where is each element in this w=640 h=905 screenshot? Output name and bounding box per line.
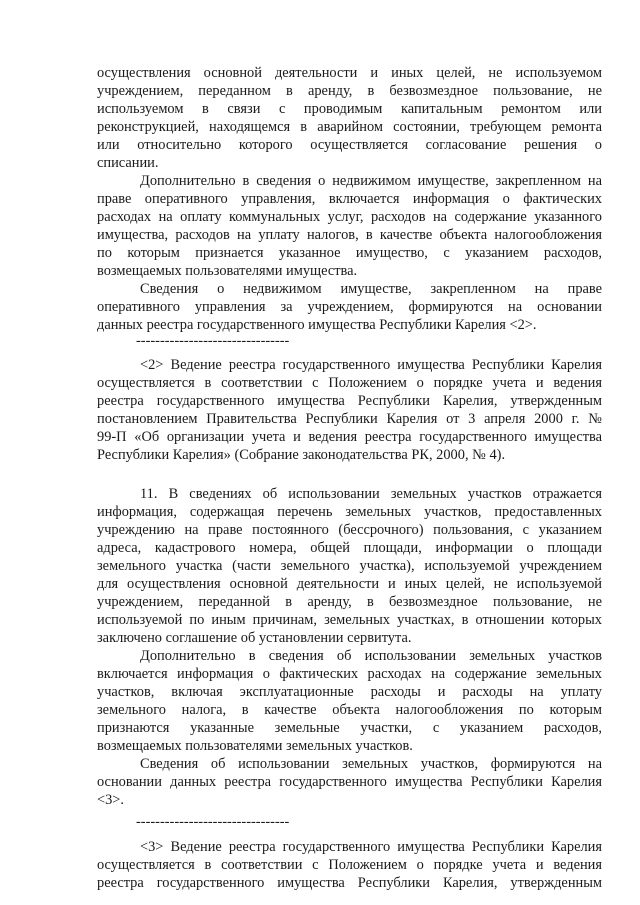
text-line: учреждением, переданной в аренду, в безвозмездное пользование, не	[97, 594, 602, 610]
text-line: оперативного управления за учреждением, формируются на основании	[97, 299, 602, 315]
text-line: участков, включая эксплуатационные расходы и расходы на уплату	[97, 684, 602, 700]
text-line: осуществления основной деятельности и иных целей, не используемом	[97, 65, 602, 81]
text-line: учреждением, переданном в аренду, в безвозмездное пользование, не	[97, 83, 602, 99]
text-line: возмещаемых пользователями земельных участков.	[97, 738, 413, 754]
text-line: Дополнительно в сведения о недвижимом имуществе, закрепленном на	[140, 173, 602, 189]
text-line: возмещаемых пользователями имущества.	[97, 263, 358, 279]
text-line: Сведения об использовании земельных участков, формируются на	[140, 756, 602, 772]
text-line: Сведения о недвижимом имуществе, закрепленном на праве	[140, 281, 602, 297]
footnote-line: постановлением Правительства Республики Карелия от 3 апреля 2000 г. №	[97, 411, 602, 427]
footnote-line: осуществляется в соответствии с Положением о порядке учета и ведения	[97, 857, 602, 873]
text-line: или относительно которого осуществляется согласование решения о	[97, 137, 602, 153]
footnote-line: осуществляется в соответствии с Положением о порядке учета и ведения	[97, 375, 602, 391]
text-line: используемом в связи с проводимым капитальным ремонтом или	[97, 101, 602, 117]
text-line: данных реестра государственного имущества Республики Карелия <2>.	[97, 317, 537, 333]
text-line: признаются указанные земельные участки, с указанием расходов,	[97, 720, 602, 736]
footnote-line: реестра государственного имущества Республики Карелия, утвержденным	[97, 393, 602, 409]
text-line: Дополнительно в сведения об использовании земельных участков	[140, 648, 602, 664]
text-line: основании данных реестра государственного имущества Республики Карелия	[97, 774, 602, 790]
footnote-line: 99-П «Об организации учета и ведения реестра государственного имущества	[97, 429, 602, 445]
text-line: реконструкцией, находящемся в аварийном состоянии, требующем ремонта	[97, 119, 602, 135]
text-line: используемой по иным причинам, земельных участках, в отношении которых	[97, 612, 602, 628]
text-line: информация, содержащая перечень земельных участков, предоставленных	[97, 504, 602, 520]
footnote-line: <2> Ведение реестра государственного имущества Республики Карелия	[140, 357, 602, 373]
text-line: праве оперативного управления, включается информация о фактических	[97, 191, 602, 207]
footnote-separator: --------------------------------	[136, 814, 290, 830]
footnote-line: реестра государственного имущества Республики Карелия, утвержденным	[97, 875, 602, 891]
text-line: по которым признается указанное имущество, с указанием расходов,	[97, 245, 602, 261]
text-line: включается информация о фактических расходах на содержание земельных	[97, 666, 602, 682]
text-line: расходах на оплату коммунальных услуг, расходов на содержание указанного	[97, 209, 602, 225]
text-line: учреждению на праве постоянного (бессрочного) пользования, с указанием	[97, 522, 602, 538]
text-line: 11. В сведениях об использовании земельных участков отражается	[140, 486, 602, 502]
text-line: <3>.	[97, 792, 125, 808]
footnote-line: Республики Карелия» (Собрание законодательства РК, 2000, № 4).	[97, 447, 506, 463]
text-line: для осуществления основной деятельности и иных целей, не используемой	[97, 576, 602, 592]
text-line: имущества, расходов на уплату налогов, в качестве объекта налогообложения	[97, 227, 602, 243]
text-line: адреса, кадастрового номера, общей площади, информации о площади	[97, 540, 602, 556]
footnote-line: <3> Ведение реестра государственного имущества Республики Карелия	[140, 839, 602, 855]
text-line: земельного налога, в качестве объекта налогообложения по которым	[97, 702, 602, 718]
footnote-separator: --------------------------------	[136, 333, 290, 349]
text-line: заключено соглашение об установлении сервитута.	[97, 630, 412, 646]
text-line: списании.	[97, 155, 159, 171]
text-line: земельного участка (части земельного участка), используемой учреждением	[97, 558, 602, 574]
